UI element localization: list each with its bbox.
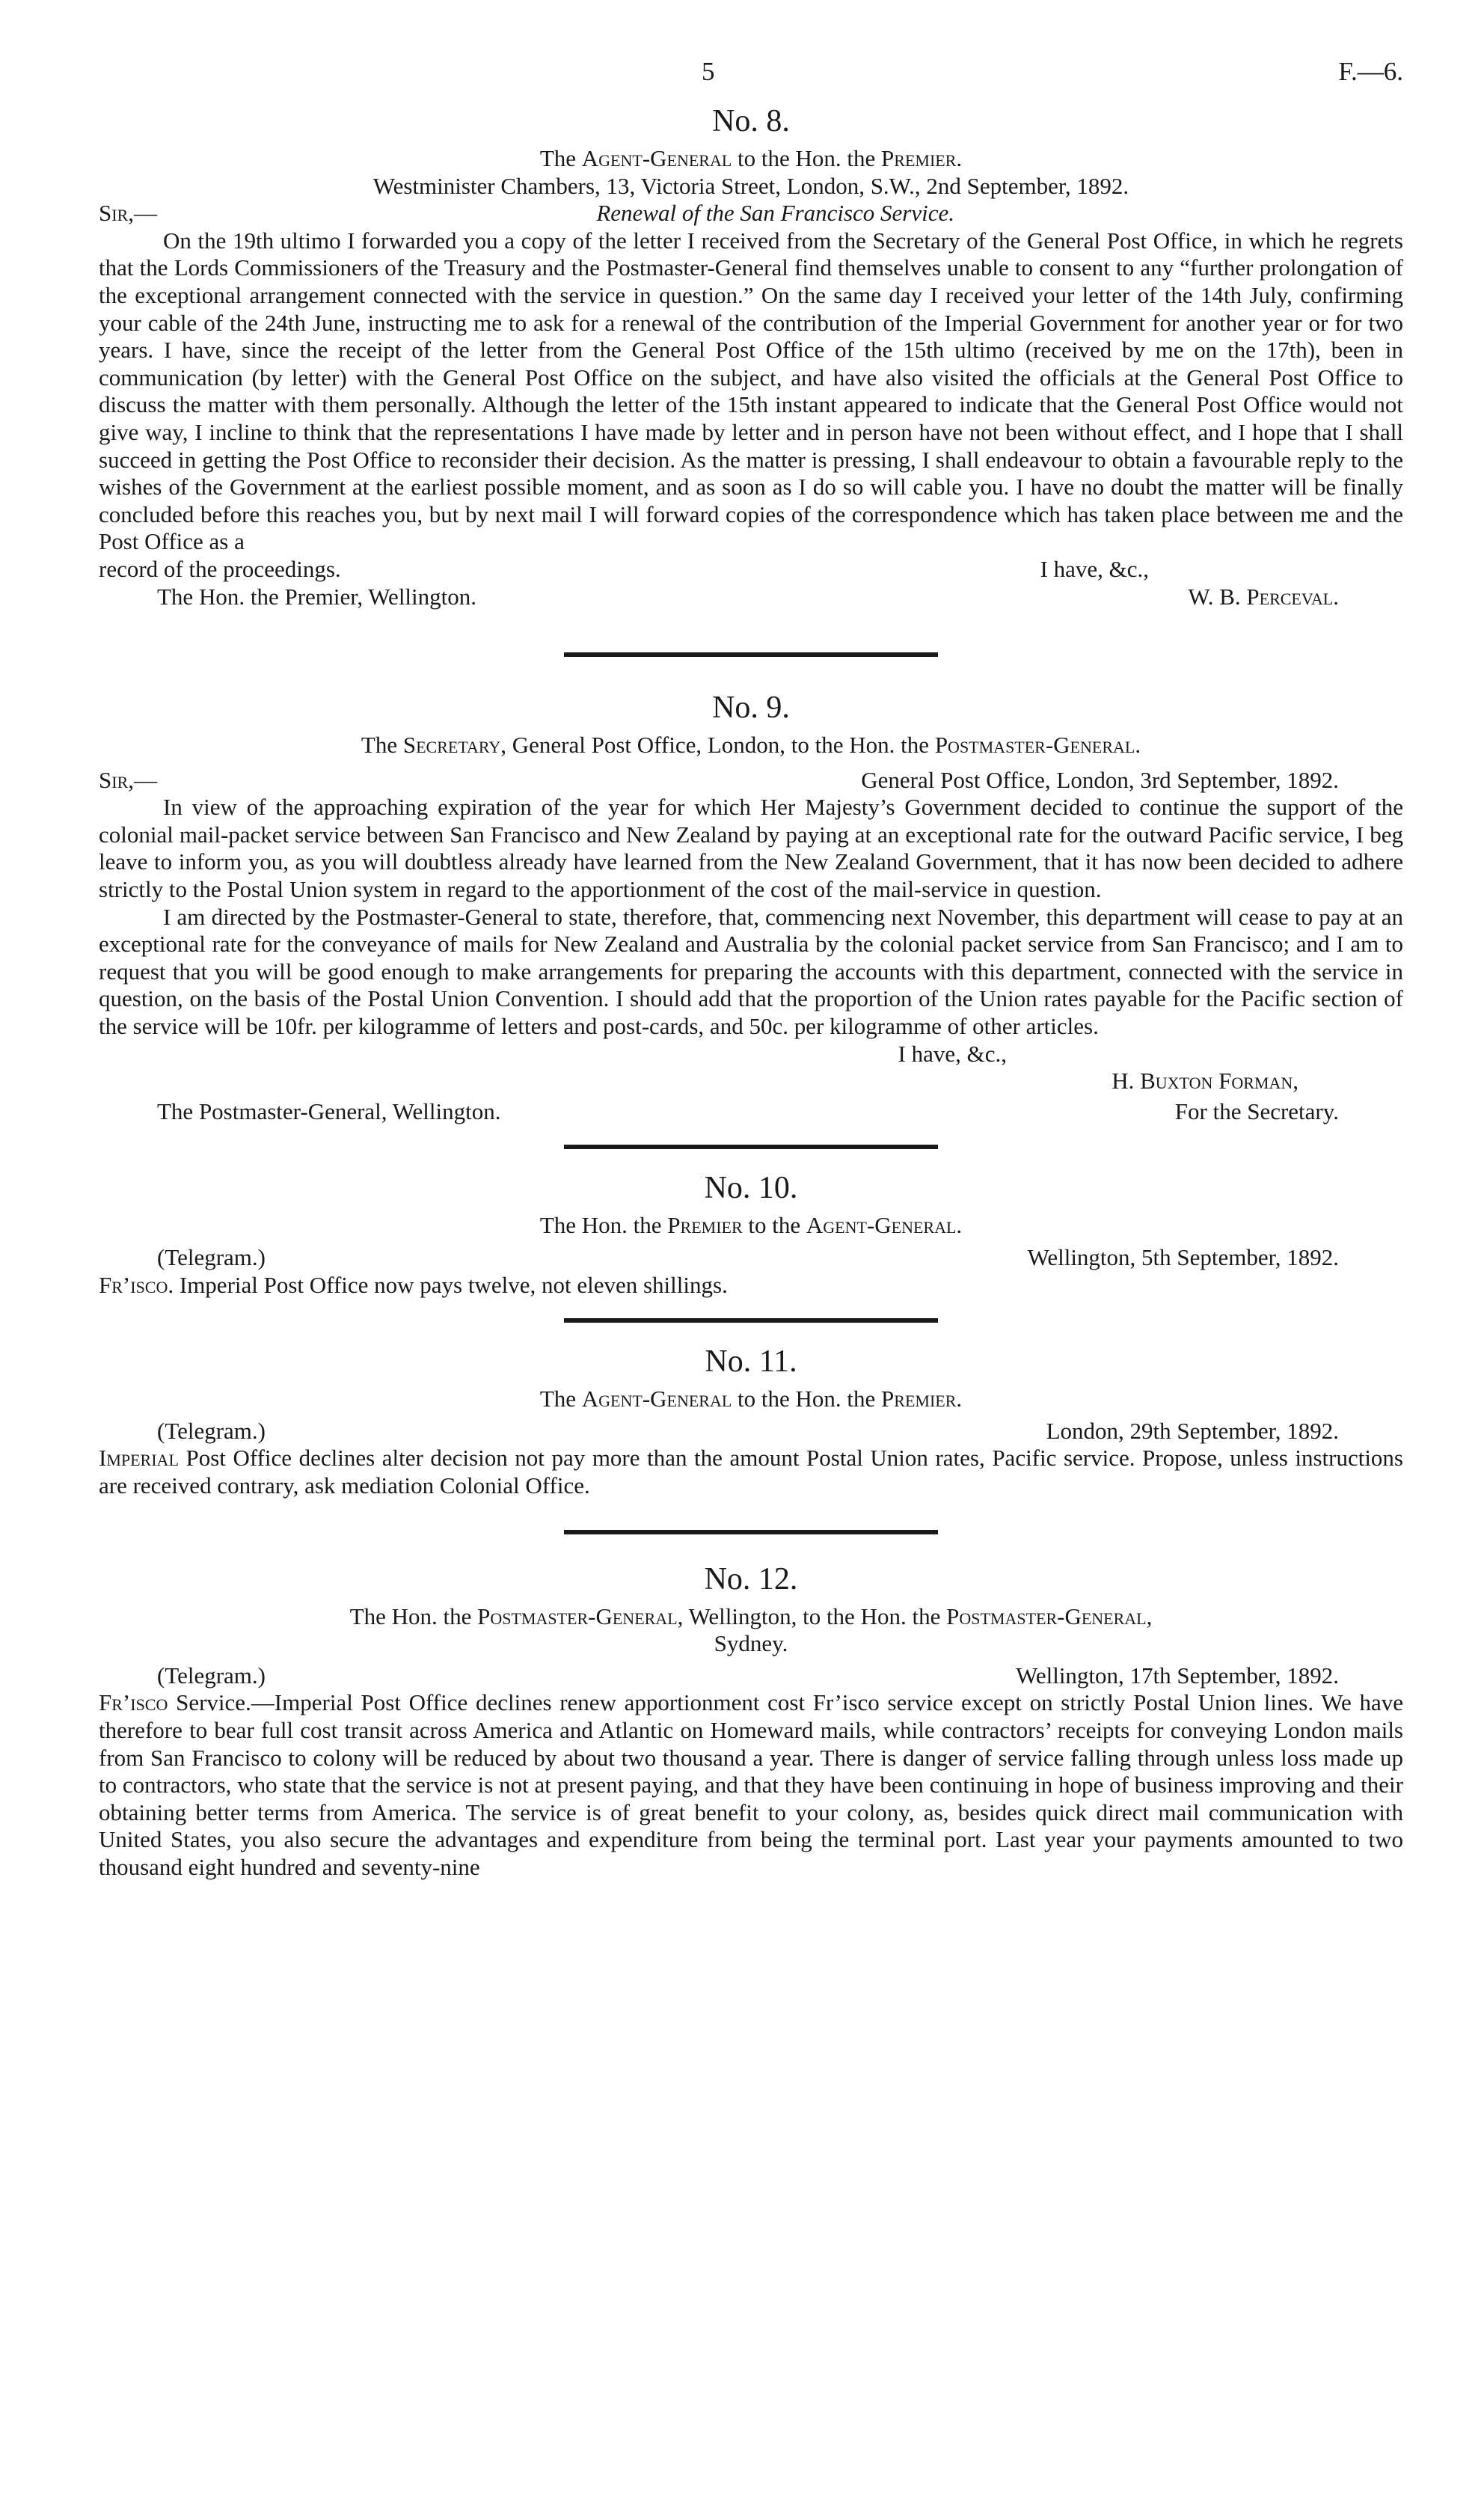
letter-heading: The Agent-General to the Hon. the Premier. xyxy=(539,145,963,171)
letter-number: No. 9. xyxy=(712,691,790,726)
telegram-body: Fr’isco. Imperial Post Office now pays twelve, not eleven shillings. xyxy=(99,1271,728,1298)
letter-number: No. 8. xyxy=(712,104,790,138)
telegram-no-12 xyxy=(99,1560,1403,1882)
signature-row xyxy=(99,584,1403,611)
telegram-label: (Telegram.) xyxy=(157,1662,266,1689)
letter-paragraph-1: In view of the approaching expiration of the year for which Her Majesty’s Government decided to continue the support of the colonial mail-packet service between San Francisco and New Zealand by paying at an exceptional rate for the outward Pacific service, I beg leave to inform you, as you will doubtless already have learned from the New Zealand Government, that it has now been decided to adhere strictly to the Postal Union system in regard to the apportionment of the cost of the mail-service in question. xyxy=(99,794,1403,903)
page-number: 5 xyxy=(702,57,715,86)
telegram-no-11 xyxy=(99,1342,1403,1499)
section-divider xyxy=(564,1145,938,1149)
letter-number: No. 12. xyxy=(704,1561,798,1597)
salutation: Sir,— xyxy=(99,766,157,793)
last-line: record of the proceedings. xyxy=(99,555,341,582)
letter-heading: The Secretary, General Post Office, London, to the Hon. the Postmaster-General. xyxy=(361,732,1141,759)
closing: I have, &c., xyxy=(1040,555,1149,582)
signature: H. Buxton Forman, xyxy=(1112,1068,1298,1095)
signature-title: For the Secretary. xyxy=(1174,1098,1339,1124)
salutation-row xyxy=(99,767,1403,795)
letter-no-9 xyxy=(99,688,1403,1125)
addressee: The Postmaster-General, Wellington. xyxy=(157,1098,501,1124)
letter-heading: The Hon. the Postmaster-General, Wellington, to the Hon. the Postmaster-General, xyxy=(349,1602,1153,1629)
addressee: The Hon. the Premier, Wellington. xyxy=(157,583,477,610)
signature: W. B. Perceval. xyxy=(1188,583,1339,610)
telegram-row xyxy=(99,1662,1403,1690)
telegram-body: Imperial Post Office declines alter decision not pay more than the amount Postal Union rates, Pacific service. Propose, unless instructions are received contrary, ask mediation Colonial Office. xyxy=(99,1445,1403,1499)
letter-heading: The Hon. the Premier to the Agent-General. xyxy=(539,1212,963,1239)
letter-subject: Renewal of the San Francisco Service. xyxy=(596,200,954,227)
telegram-row xyxy=(99,1244,1403,1272)
letter-address: General Post Office, London, 3rd September, 1892. xyxy=(861,766,1339,793)
letter-paragraph-2: I am directed by the Postmaster-General to state, therefore, that, commencing next November, this department will cease to pay at an exceptional rate for the conveyance of mails for New Zealand and Australia by the colonial packet service from San Francisco; and I am to request that you will be good enough to make arrangements for preparing the accounts with this department, connected with the service in question, on the basis of the Postal Union Convention. I should add that the proportion of the Union rates payable for the Pacific section of the service will be 10fr. per kilogramme of letters and post-cards, and 50c. per kilogramme of other articles. xyxy=(99,903,1403,1040)
letter-number: No. 10. xyxy=(704,1171,798,1206)
section-divider xyxy=(564,1318,938,1323)
running-header xyxy=(99,58,1403,102)
letter-no-8 xyxy=(99,102,1403,610)
telegram-label: (Telegram.) xyxy=(157,1244,266,1270)
telegram-row xyxy=(99,1418,1403,1445)
letter-address: Wellington, 5th September, 1892. xyxy=(1027,1244,1339,1270)
signature-row xyxy=(99,1098,1403,1126)
letter-body: On the 19th ultimo I forwarded you a copy of the letter I received from the Secretary of the General Post Office, in which he regrets that the Lords Commissioners of the Treasury and the Postmaster-General find themselves unable to consent to any “further prolongation of the exceptional arrangement connected with the service in question.” On the same day I received your letter of the 14th July, confirming your cable of the 24th June, instructing me to ask for a renewal of the contribution of the Imperial Government for another year or for two years. I have, since the receipt of the letter from the General Post Office of the 15th ultimo (received by me on the 17th), been in communication (by letter) with the General Post Office on the subject, and have also visited the officials at the General Post Office to discuss the matter with them personally. Although the letter of the 15th instant appeared to indicate that the General Post Office would not give way, I incline to think that the representations I have made by letter and in person have not been without effect, and I hope that I shall succeed in getting the Post Office to reconsider their decision. As the matter is pressing, I shall endeavour to obtain a favourable reply to the wishes of the Government at the earliest possible moment, and as soon as I do so will cable you. I have no doubt the matter will be finally concluded before this reaches you, but by next mail I will forward copies of the correspondence which has taken place between me and the Post Office as a xyxy=(99,227,1403,555)
section-divider xyxy=(564,1530,938,1534)
letter-heading: The Agent-General to the Hon. the Premier. xyxy=(539,1386,963,1412)
section-divider xyxy=(564,652,938,657)
telegram-no-10 xyxy=(99,1169,1403,1299)
letter-address: London, 29th September, 1892. xyxy=(1046,1417,1339,1444)
salutation: Sir,— xyxy=(99,200,157,227)
letter-heading-line-2: Sydney. xyxy=(714,1630,788,1657)
closing-row xyxy=(99,556,1403,584)
salutation-row xyxy=(99,200,1403,227)
telegram-label: (Telegram.) xyxy=(157,1417,266,1444)
telegram-body: Fr’isco Service.—Imperial Post Office declines renew apportionment cost Fr’isco service except on strictly Postal Union lines. We have therefore to bear full cost transit across America and Atlantic on Homeward mails, while contractors’ receipts for conveying London mails from San Francisco to colony will be reduced by about two thousand a year. There is danger of service falling through unless loss made up to contractors, who state that the service is not at present paying, and that they have been continuing in hope of business improving and their obtaining better terms from America. The service is of great benefit to your colony, as, besides quick direct mail communication with United States, you also secure the advantages and expenditure from being the terminal port. Last year your payments amounted to two thousand eight hundred and seventy-nine xyxy=(99,1689,1403,1880)
letter-address: Wellington, 17th September, 1892. xyxy=(1016,1662,1339,1689)
letter-number: No. 11. xyxy=(705,1344,797,1380)
letter-address: Westminister Chambers, 13, Victoria Street, London, S.W., 2nd September, 1892. xyxy=(372,172,1129,199)
document-reference: F.—6. xyxy=(1338,57,1403,86)
closing: I have, &c., xyxy=(898,1040,1007,1067)
